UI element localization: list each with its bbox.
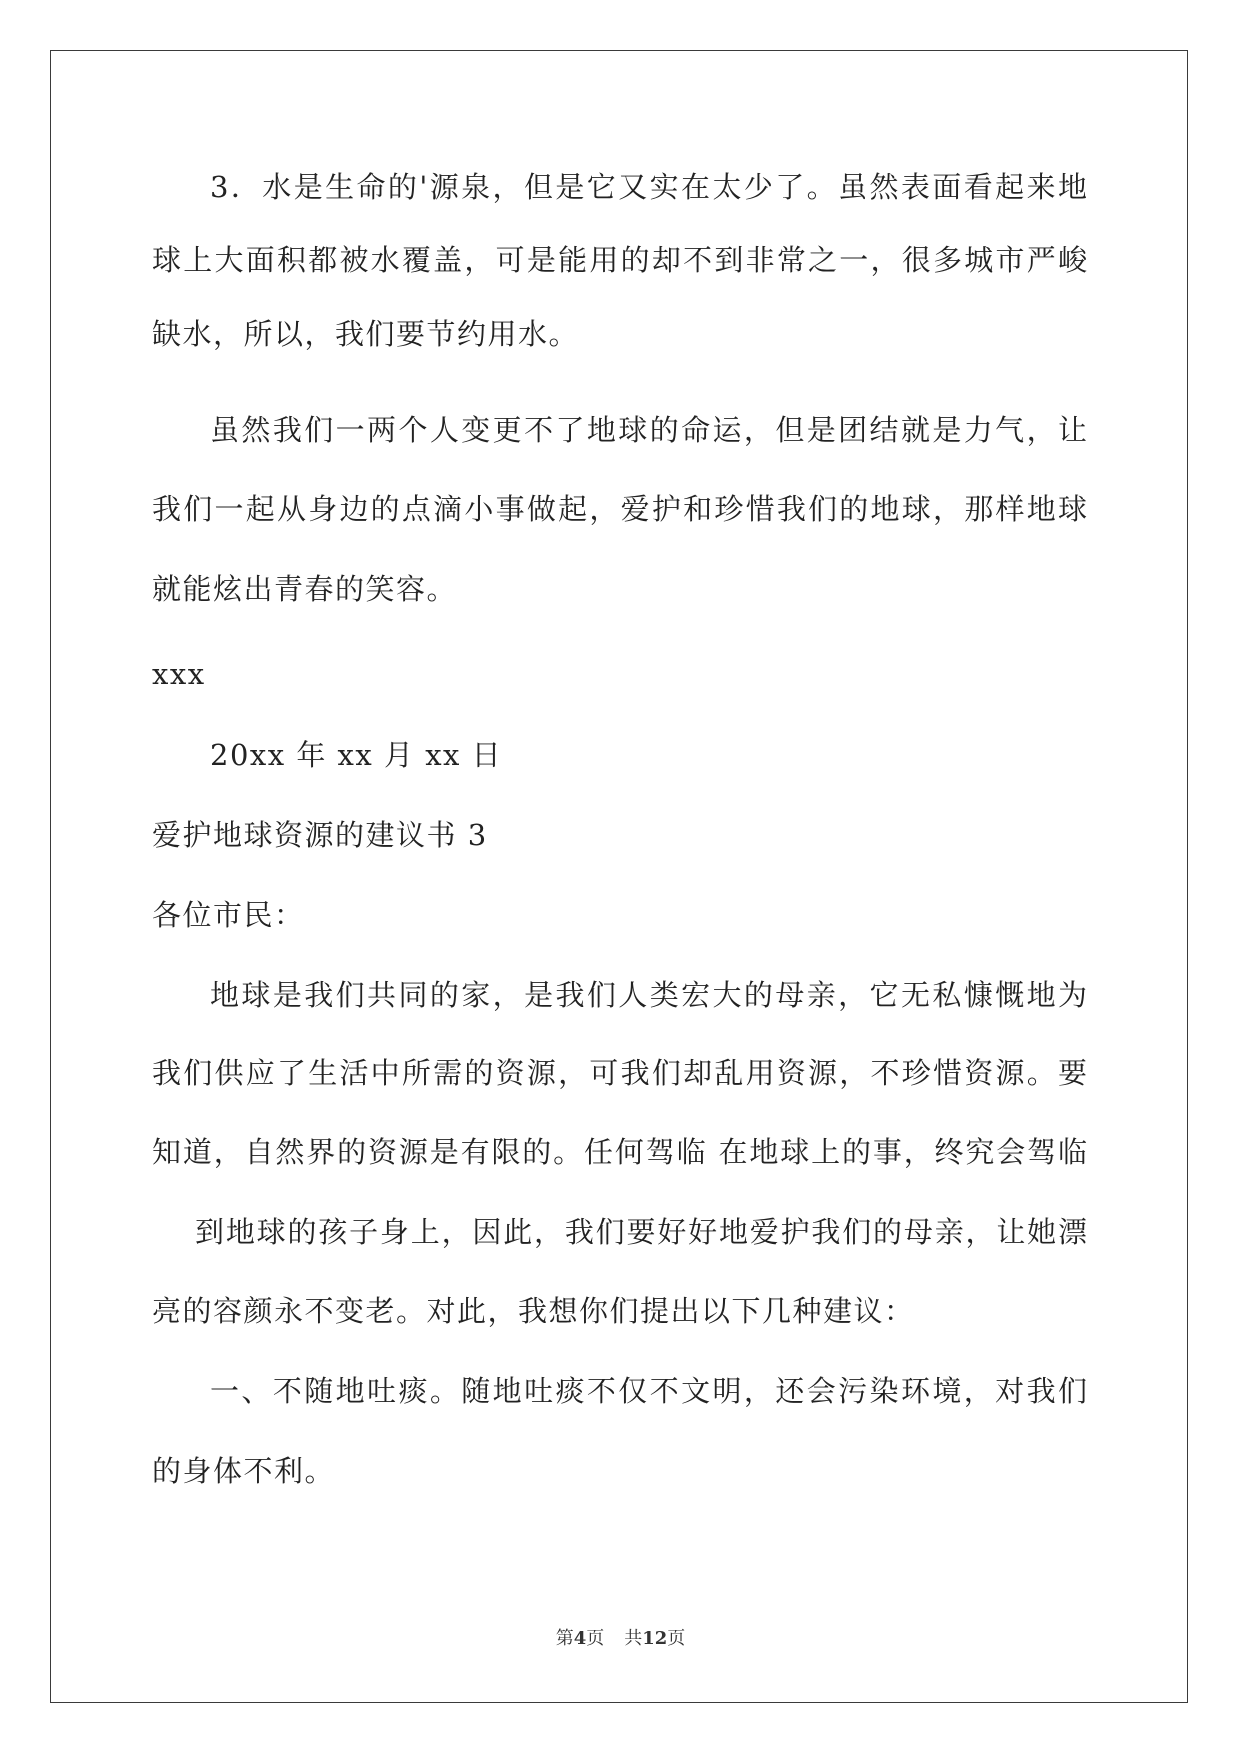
page-footer xyxy=(0,1627,1241,1651)
paragraph-line: 虽然我们一两个人变更不了地球的命运，但是团结就是力气，让 xyxy=(210,413,1087,447)
footer-total-prefix: 共 xyxy=(624,1628,643,1649)
footer-total-pages: 12 xyxy=(642,1628,668,1649)
paragraph-line: 亮的容颜永不变老。对此，我想你们提出以下几种建议： xyxy=(152,1294,915,1328)
paragraph-line: 的身体不利。 xyxy=(152,1454,336,1488)
salutation: 各位市民： xyxy=(152,898,305,932)
paragraph-line: 地球是我们共同的家，是我们人类宏大的母亲，它无私慷慨地为 xyxy=(210,978,1087,1012)
paragraph-line: 到地球的孩子身上，因此，我们要好好地爱护我们的母亲，让她漂 xyxy=(195,1215,1087,1249)
footer-prefix: 第 xyxy=(555,1628,574,1649)
section-title: 爱护地球资源的建议书 3 xyxy=(152,818,488,852)
footer-page-unit: 页 xyxy=(586,1628,605,1649)
paragraph-line: 我们供应了生活中所需的资源，可我们却乱用资源，不珍惜资源。要 xyxy=(152,1056,1087,1090)
paragraph-line: 一、不随地吐痰。随地吐痰不仅不文明，还会污染环境，对我们 xyxy=(210,1374,1087,1408)
paragraph-line: 缺水，所以，我们要节约用水。 xyxy=(152,317,580,351)
date-line: 20xx 年 xx 月 xx 日 xyxy=(210,738,503,772)
paragraph-line: 3．水是生命的'源泉，但是它又实在太少了。虽然表面看起来地 xyxy=(210,170,1087,204)
paragraph-line: 知道，自然界的资源是有限的。任何驾临 在地球上的事，终究会驾临 xyxy=(152,1135,1087,1169)
footer-total-unit: 页 xyxy=(667,1628,686,1649)
paragraph-line: 球上大面积都被水覆盖，可是能用的却不到非常之一，很多城市严峻 xyxy=(152,243,1087,277)
signature: xxx xyxy=(152,657,206,691)
paragraph-line: 就能炫出青春的笑容。 xyxy=(152,572,458,606)
footer-page-number: 4 xyxy=(573,1628,587,1649)
paragraph-line: 我们一起从身边的点滴小事做起，爱护和珍惜我们的地球，那样地球 xyxy=(152,492,1087,526)
